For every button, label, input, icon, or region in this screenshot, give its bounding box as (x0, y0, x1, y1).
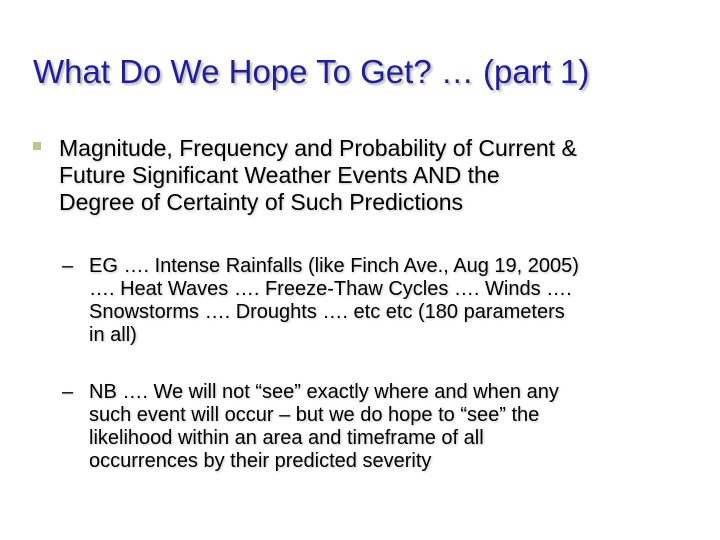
slide-title: What Do We Hope To Get? … (part 1) (33, 53, 590, 90)
sub-bullet-line: EG …. Intense Rainfalls (like Finch Ave., Aug 19, 2005) (89, 255, 579, 277)
sub-bullet-dash: – (62, 255, 74, 277)
sub-bullet-line: in all) (89, 324, 137, 346)
sub-bullet-dash: – (62, 381, 74, 403)
sub-bullet-line: such event will occur – but we do hope to “see” the (89, 404, 540, 426)
main-bullet (59, 135, 709, 216)
main-bullet-line: Degree of Certainty of Such Predictions (59, 189, 463, 215)
sub-bullet-line: occurrences by their predicted severity (89, 450, 432, 472)
sub-bullet-line: …. Heat Waves …. Freeze-Thaw Cycles …. Winds …. (89, 278, 572, 300)
square-bullet-icon (33, 142, 41, 150)
sub-bullet-examples (89, 255, 689, 347)
sub-bullet-line: likelihood within an area and timeframe of all (89, 427, 484, 449)
sub-bullet-note (89, 381, 689, 473)
sub-bullet-line: Snowstorms …. Droughts …. etc etc (180 parameters (89, 301, 565, 323)
main-bullet-line: Magnitude, Frequency and Probability of Current & (59, 135, 577, 161)
main-bullet-line: Future Significant Weather Events AND the (59, 162, 500, 188)
sub-bullet-line: NB …. We will not “see” exactly where and when any (89, 381, 559, 403)
